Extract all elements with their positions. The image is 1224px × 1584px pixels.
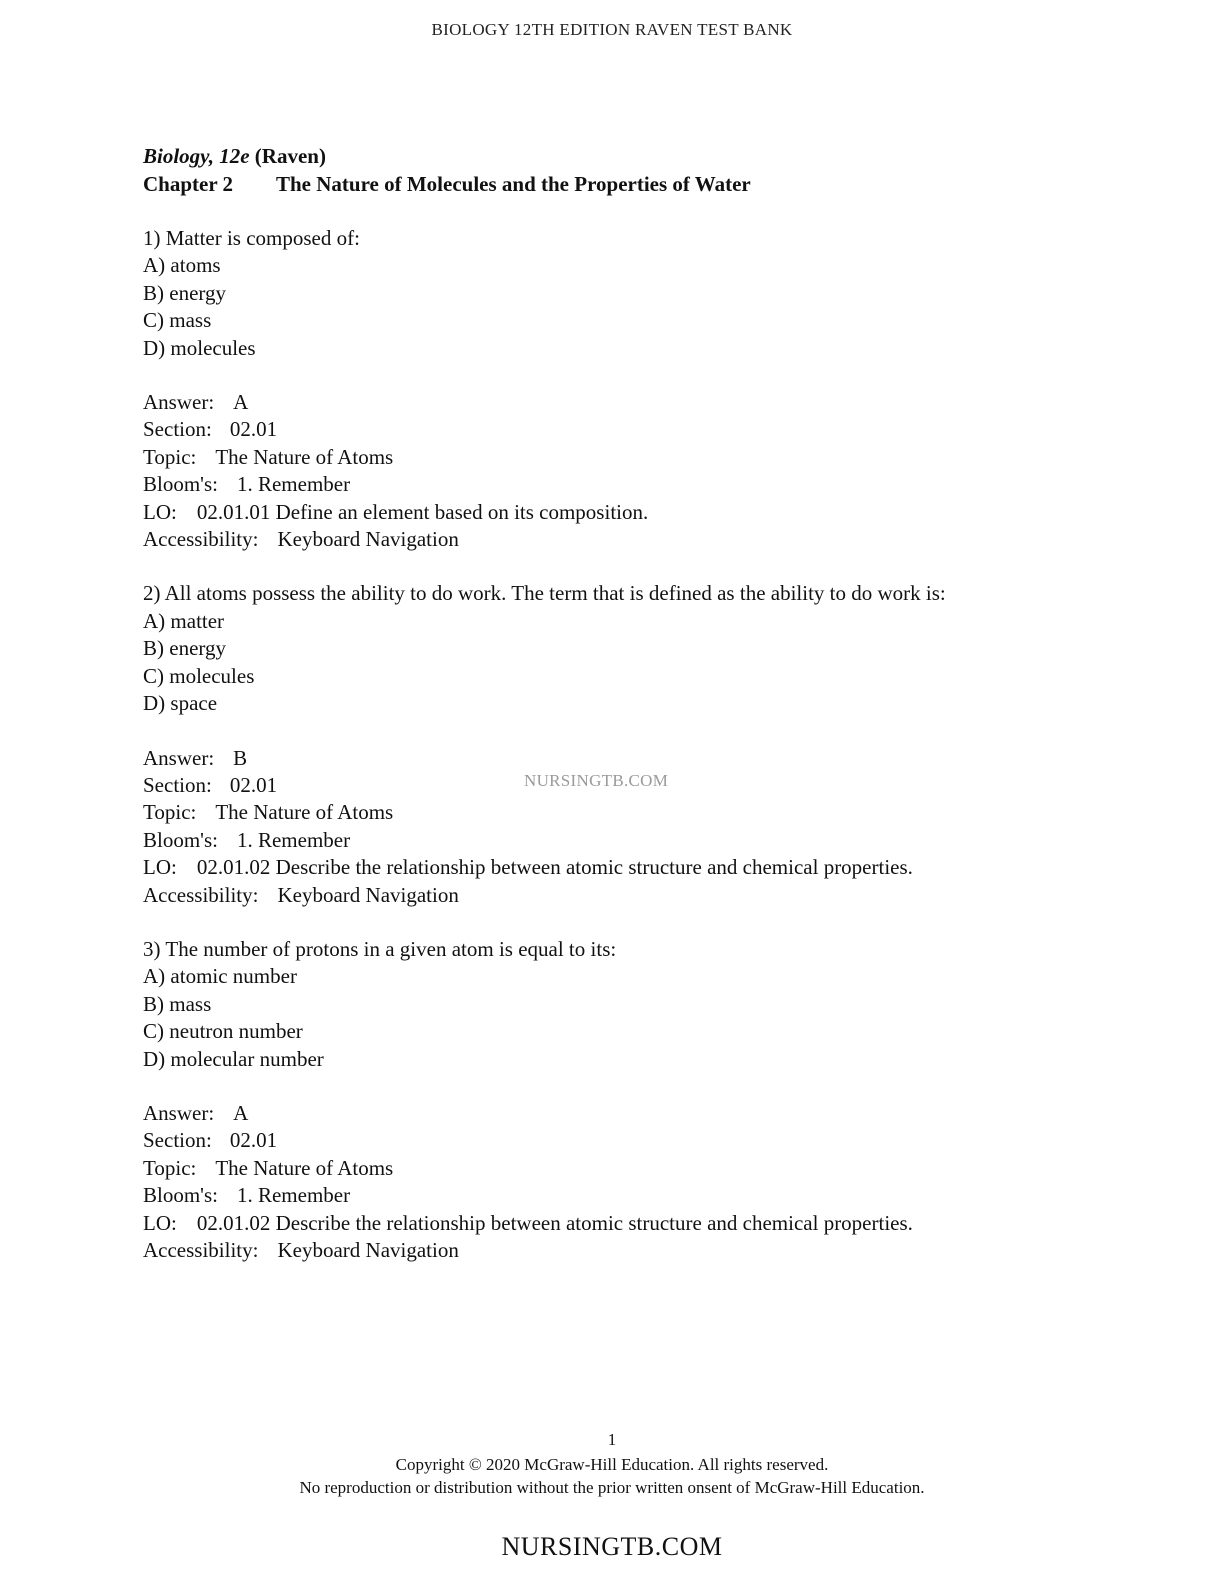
question-stem: 3) The number of protons in a given atom is equal to its:: [143, 936, 617, 961]
topic-label: Topic:: [143, 800, 197, 825]
section-label: Section:: [143, 417, 212, 442]
blooms-label: Bloom's:: [143, 1183, 218, 1208]
section-label: Section:: [143, 1128, 212, 1153]
footer-brand: NURSINGTB.COM: [501, 1532, 723, 1561]
question-3: [143, 936, 1143, 1264]
lo-value: 02.01.02 Describe the relationship between atomic structure and chemical properties.: [196, 855, 913, 880]
lo-line: [143, 854, 1143, 881]
topic-value: The Nature of Atoms: [215, 1155, 394, 1180]
answer-option: C) mass: [143, 308, 212, 333]
answer-label: Answer:: [143, 390, 215, 415]
answer-option: A) matter: [143, 608, 225, 633]
chapter-title: [143, 170, 1143, 198]
answer-option: C) molecules: [143, 663, 255, 688]
answer-option: C) neutron number: [143, 1019, 303, 1044]
section-line: [143, 416, 1143, 443]
lo-label: LO:: [143, 499, 177, 524]
question-stem: 1) Matter is composed of:: [143, 226, 360, 250]
question-metadata: [143, 389, 1143, 553]
accessibility-label: Accessibility:: [143, 882, 259, 907]
answer-line: [143, 745, 1143, 772]
accessibility-value: Keyboard Navigation: [277, 1238, 459, 1262]
answer-option: B) energy: [143, 280, 227, 305]
book-author: (Raven): [254, 144, 326, 168]
answer-value: B: [233, 745, 248, 770]
running-header: BIOLOGY 12TH EDITION RAVEN TEST BANK: [431, 20, 793, 39]
answer-label: Answer:: [143, 1100, 215, 1125]
section-value: 02.01: [229, 772, 278, 797]
blooms-value: 1. Remember: [236, 1183, 351, 1208]
page-number: 1: [607, 1430, 617, 1449]
topic-label: Topic:: [143, 1155, 197, 1180]
topic-line: [143, 444, 1143, 471]
section-line: [143, 1127, 1143, 1154]
answer-option: A) atoms: [143, 253, 221, 278]
watermark: NURSINGTB.COM: [524, 771, 669, 790]
blooms-line: [143, 1182, 1143, 1209]
topic-line: [143, 1155, 1143, 1182]
question-metadata: [143, 1100, 1143, 1264]
section-label: Section:: [143, 772, 212, 797]
topic-label: Topic:: [143, 444, 197, 469]
answer-option: B) mass: [143, 991, 212, 1016]
answer-option: D) molecules: [143, 335, 256, 360]
answer-line: [143, 389, 1143, 416]
question-1: [143, 225, 1143, 553]
reproduction-notice: No reproduction or distribution without the prior written onsent of McGraw-Hill Education.: [299, 1478, 925, 1497]
lo-line: [143, 499, 1143, 526]
topic-value: The Nature of Atoms: [215, 800, 394, 825]
answer-label: Answer:: [143, 745, 215, 770]
lo-value: 02.01.01 Define an element based on its composition.: [196, 499, 649, 524]
section-value: 02.01: [229, 417, 278, 442]
accessibility-value: Keyboard Navigation: [277, 882, 459, 907]
answer-option: B) energy: [143, 636, 227, 661]
blooms-label: Bloom's:: [143, 827, 218, 852]
question-stem: 2) All atoms possess the ability to do work. The term that is defined as the ability to do work is:: [143, 581, 946, 606]
lo-label: LO:: [143, 1210, 177, 1235]
accessibility-line: [143, 882, 1143, 909]
accessibility-label: Accessibility:: [143, 527, 259, 552]
accessibility-line: [143, 1237, 1143, 1264]
copyright-line: Copyright © 2020 McGraw-Hill Education. All rights reserved.: [395, 1455, 829, 1474]
blooms-value: 1. Remember: [236, 472, 351, 497]
blooms-line: [143, 827, 1143, 854]
lo-label: LO:: [143, 855, 177, 880]
lo-line: [143, 1210, 1143, 1237]
book-title: [143, 142, 1143, 170]
answer-option: A) atomic number: [143, 964, 297, 989]
lo-value: 02.01.02 Describe the relationship between atomic structure and chemical properties.: [196, 1210, 913, 1235]
question-2: [143, 580, 1143, 908]
answer-option: D) space: [143, 691, 218, 716]
blooms-line: [143, 471, 1143, 498]
accessibility-value: Keyboard Navigation: [277, 527, 459, 552]
document-body: [143, 142, 1143, 1264]
answer-option: D) molecular number: [143, 1046, 324, 1071]
blooms-label: Bloom's:: [143, 472, 218, 497]
answer-line: [143, 1100, 1143, 1127]
copyright-notice: [0, 1453, 1224, 1499]
topic-value: The Nature of Atoms: [215, 444, 394, 469]
topic-line: [143, 799, 1143, 826]
chapter-number: Chapter 2: [143, 172, 234, 196]
chapter-name: The Nature of Molecules and the Properties of Water: [276, 172, 751, 196]
question-metadata: [143, 745, 1143, 909]
accessibility-line: [143, 526, 1143, 553]
answer-value: A: [233, 390, 249, 415]
blooms-value: 1. Remember: [236, 827, 351, 852]
book-title-italic: Biology, 12e: [143, 144, 250, 168]
section-value: 02.01: [229, 1128, 278, 1153]
answer-value: A: [233, 1100, 249, 1125]
accessibility-label: Accessibility:: [143, 1238, 259, 1262]
